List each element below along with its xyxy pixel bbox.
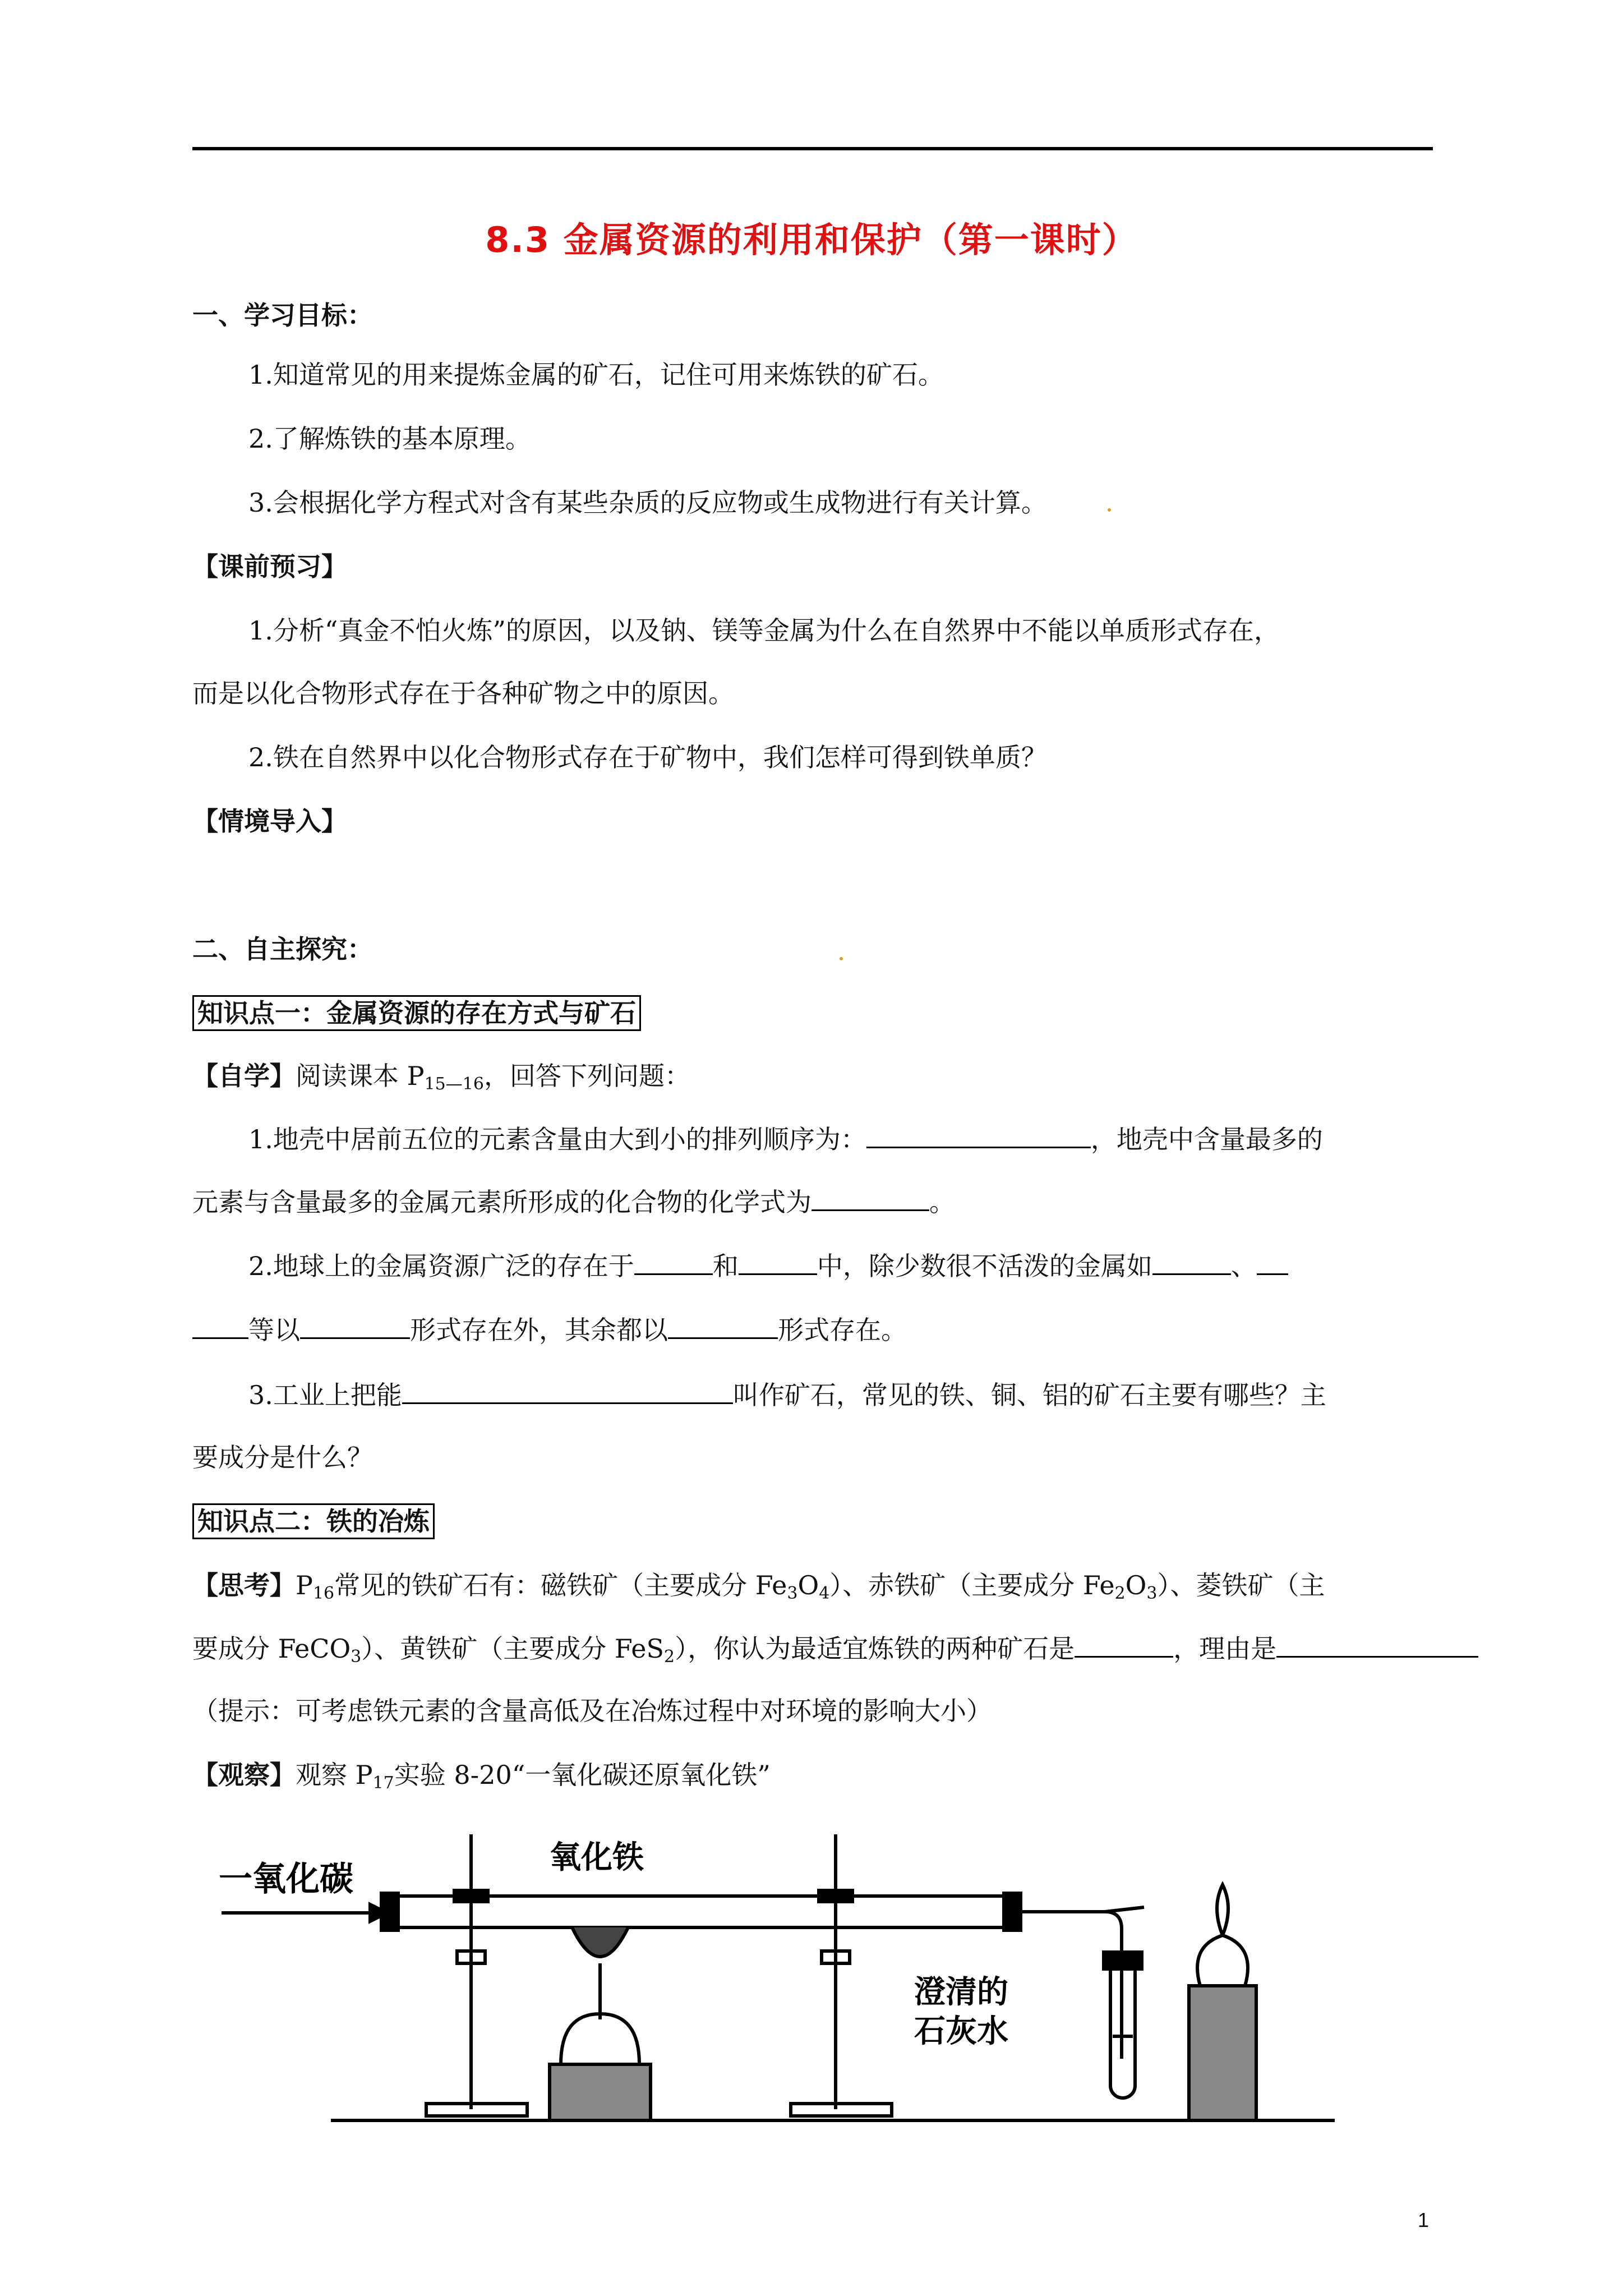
right-stand-base xyxy=(791,2104,892,2116)
q2-text-a: 2.地球上的金属资源广泛的存在于 xyxy=(248,1251,634,1281)
think-text: 常见的铁矿石有：磁铁矿（主要成分 Fe xyxy=(334,1570,787,1600)
fill-blank[interactable] xyxy=(402,1378,733,1404)
preview-heading: 【课前预习】 xyxy=(192,551,347,582)
q1-line2 xyxy=(192,1185,955,1219)
q3-text-a: 3.工业上把能 xyxy=(248,1380,402,1410)
think-tag: 【思考】 xyxy=(192,1570,296,1600)
section1-heading: 一、学习目标： xyxy=(192,300,373,330)
think-text: ），你认为最适宜炼铁的两种矿石是 xyxy=(675,1634,1075,1664)
q2-text-e: 等以 xyxy=(248,1315,300,1345)
formula-sub: 3 xyxy=(787,1584,798,1603)
self-study-text-2: ，回答下列问题： xyxy=(483,1061,690,1091)
formula-sub: 3 xyxy=(351,1647,362,1667)
think-sub: 16 xyxy=(312,1584,335,1603)
stray-mark xyxy=(840,957,843,960)
label-co: 一氧化碳 xyxy=(219,1860,353,1899)
page-number: 1 xyxy=(1418,2208,1430,2231)
header-rule xyxy=(192,147,1433,150)
observe-line xyxy=(192,1758,771,1800)
alcohol-lamp xyxy=(1197,1935,1248,1986)
fill-blank[interactable] xyxy=(1276,1631,1478,1658)
self-study-text: 阅读课本 P xyxy=(296,1061,425,1091)
formula-sub: 4 xyxy=(819,1584,830,1603)
label-limewater-2: 石灰水 xyxy=(914,2013,1008,2050)
q3-line2: 要成分是什么？ xyxy=(192,1442,373,1473)
outlet-tube xyxy=(1021,1912,1122,2059)
kp2-label: 知识点二：铁的冶炼 xyxy=(192,1503,435,1539)
objective-item-2: 2.了解炼铁的基本原理。 xyxy=(248,424,531,454)
label-limewater-1: 澄清的 xyxy=(914,1974,1008,2010)
hint-line: （提示：可考虑铁元素的含量高低及在冶炼过程中对环境的影响大小） xyxy=(192,1696,992,1726)
knowledge-point-2 xyxy=(192,1504,435,1538)
tube-stopper-left xyxy=(381,1893,398,1930)
alcohol-lamp-flame xyxy=(1217,1885,1228,1935)
fill-blank[interactable] xyxy=(1152,1249,1231,1275)
self-study-tag: 【自学】 xyxy=(192,1061,296,1091)
fill-blank[interactable] xyxy=(668,1313,778,1339)
fill-blank[interactable] xyxy=(1257,1249,1288,1275)
observe-sub: 17 xyxy=(372,1773,394,1793)
q1-text-b: ，地壳中含量最多的 xyxy=(1090,1124,1323,1154)
think-text: O xyxy=(797,1570,819,1600)
iron-oxide-powder xyxy=(572,1927,628,1957)
q1-text-c: 元素与含量最多的金属元素所形成的化合物的化学式为 xyxy=(192,1187,811,1217)
q2-text-c: 中，除少数很不活泼的金属如 xyxy=(817,1251,1152,1281)
formula-sub: 3 xyxy=(1146,1584,1158,1603)
formula-sub: 2 xyxy=(664,1647,675,1667)
burner-body xyxy=(561,2014,639,2064)
right-clamp xyxy=(819,1890,852,1902)
tube-stopper-right xyxy=(1004,1893,1021,1930)
left-clamp xyxy=(454,1890,488,1902)
fill-blank[interactable] xyxy=(192,1313,248,1339)
outlet-nozzle xyxy=(1105,1907,1144,1912)
preview-q1-line2: 而是以化合物形式存在于各种矿物之中的原因。 xyxy=(192,678,734,708)
think-text: ）、菱铁矿（主 xyxy=(1157,1570,1325,1600)
fill-blank[interactable] xyxy=(1075,1631,1173,1658)
self-study-line xyxy=(192,1059,690,1101)
stray-mark xyxy=(1108,508,1111,512)
burner-block xyxy=(550,2064,651,2120)
preview-q2: 2.铁在自然界中以化合物形式存在于矿物中，我们怎样可得到铁单质？ xyxy=(248,742,1047,772)
page-title: 8.3 金属资源的利用和保护（第一课时） xyxy=(485,219,1138,260)
think-text: O xyxy=(1125,1570,1147,1600)
lamp-block xyxy=(1189,1986,1256,2120)
left-stand-base xyxy=(426,2104,527,2116)
observe-text-2: 实验 8-20“一氧化碳还原氧化铁” xyxy=(394,1760,771,1790)
fill-blank[interactable] xyxy=(634,1249,713,1275)
think-line2 xyxy=(192,1631,1478,1674)
think-line1 xyxy=(192,1568,1325,1611)
fill-blank[interactable] xyxy=(739,1249,817,1275)
q1-line1 xyxy=(248,1122,1323,1156)
think-text: ，理由是 xyxy=(1173,1634,1277,1664)
q3-line1 xyxy=(248,1378,1326,1412)
q2-text-d: 、 xyxy=(1230,1251,1257,1281)
knowledge-point-1 xyxy=(192,996,641,1030)
q2-line2 xyxy=(192,1313,907,1347)
self-study-sub: 15—16 xyxy=(424,1074,484,1094)
kp1-label: 知识点一：金属资源的存在方式与矿石 xyxy=(192,995,641,1031)
think-text: ）、黄铁矿（主要成分 FeS xyxy=(361,1634,665,1664)
test-tube-stopper xyxy=(1104,1952,1142,1969)
intro-heading: 【情境导入】 xyxy=(192,806,347,836)
q2-line1 xyxy=(248,1249,1288,1283)
preview-q1-line1: 1.分析“真金不怕火炼”的原因，以及钠、镁等金属为什么在自然界中不能以单质形式存在， xyxy=(248,615,1280,646)
fill-blank[interactable] xyxy=(300,1313,410,1339)
q3-text-b: 叫作矿石，常见的铁、铜、铝的矿石主要有哪些？主 xyxy=(732,1380,1326,1410)
formula-sub: 2 xyxy=(1114,1584,1126,1603)
observe-tag: 【观察】 xyxy=(192,1760,296,1790)
q2-text-b: 和 xyxy=(712,1251,739,1281)
q2-text-g: 形式存在。 xyxy=(778,1315,907,1345)
q1-text-d: 。 xyxy=(929,1187,955,1217)
observe-text: 观察 P xyxy=(296,1760,373,1790)
think-text: P xyxy=(296,1570,313,1600)
think-text: 要成分 FeCO xyxy=(192,1634,351,1664)
fill-blank[interactable] xyxy=(866,1122,1091,1148)
q2-text-f: 形式存在外，其余都以 xyxy=(410,1315,668,1345)
objective-item-3: 3.会根据化学方程式对含有某些杂质的反应物或生成物进行有关计算。 xyxy=(248,487,1047,518)
section2-heading: 二、自主探究： xyxy=(192,934,373,964)
co-reduction-apparatus-figure xyxy=(213,1823,1391,2126)
label-iron-oxide: 氧化铁 xyxy=(550,1839,644,1876)
fill-blank[interactable] xyxy=(811,1185,929,1211)
q1-text-a: 1.地壳中居前五位的元素含量由大到小的排列顺序为： xyxy=(248,1124,866,1154)
think-text: ）、赤铁矿（主要成分 Fe xyxy=(829,1570,1115,1600)
objective-item-1: 1.知道常见的用来提炼金属的矿石，记住可用来炼铁的矿石。 xyxy=(248,360,944,390)
